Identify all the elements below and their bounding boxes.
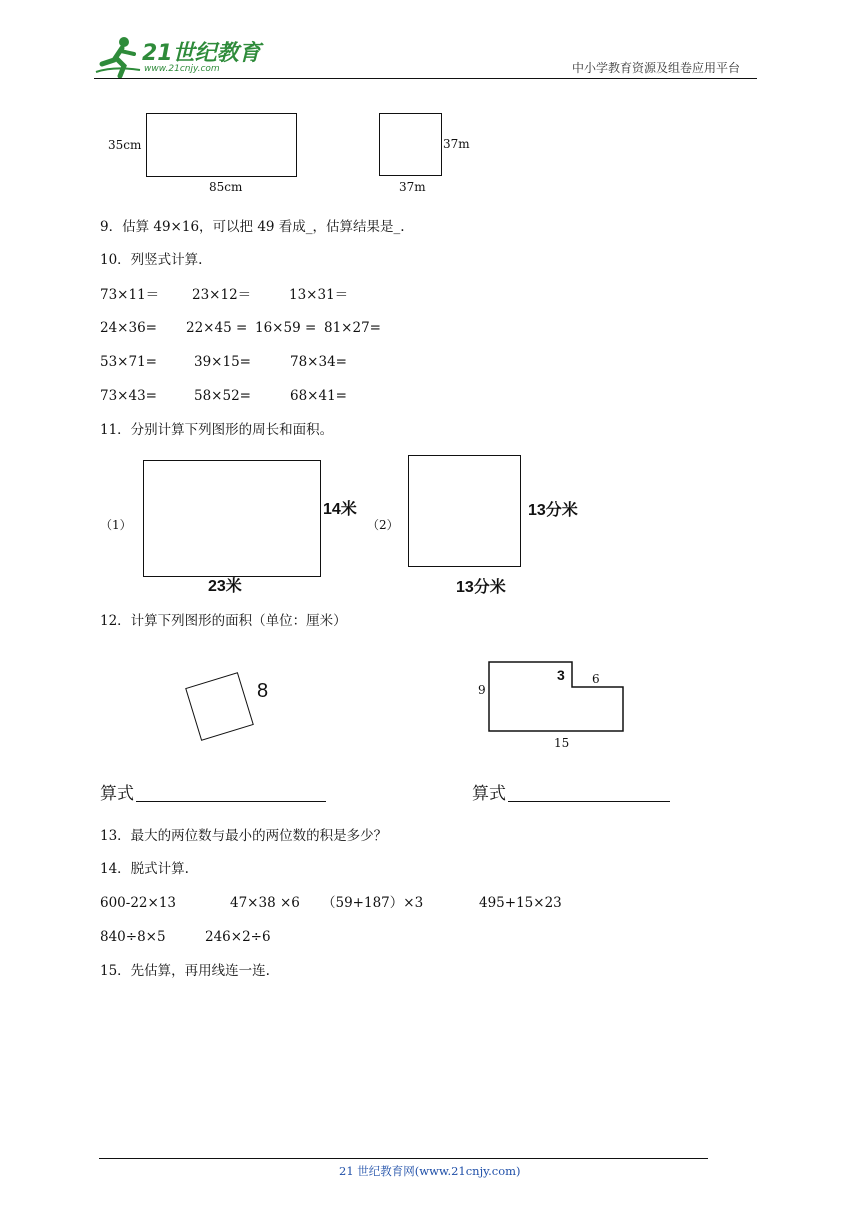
rectangle-85x35 — [146, 113, 297, 177]
q14-r1-c2: 47×38 ×6 — [230, 895, 300, 911]
rectangle-23x14 — [143, 460, 321, 577]
q10-r3-c3: 78×34= — [290, 354, 347, 370]
question-14-title: 14．脱式计算. — [100, 861, 189, 877]
question-10-title: 10．列竖式计算. — [100, 252, 203, 268]
logo-url: www.21cnjy.com — [144, 64, 220, 74]
q10-r2-c2: 22×45 = — [186, 320, 248, 336]
q10-r4-c2: 58×52= — [194, 388, 251, 404]
q11-fig2-side-right: 13分米 — [528, 502, 578, 519]
square-13dm — [408, 455, 521, 567]
q14-r2-c2: 246×2÷6 — [205, 929, 271, 945]
question-15: 15．先估算，再用线连一连. — [100, 963, 270, 979]
formula-label-1: 算式 — [100, 784, 134, 804]
footer-text: 21 世纪教育网(www.21cnjy.com) — [339, 1164, 521, 1178]
question-12-title: 12．计算下列图形的面积（单位：厘米） — [100, 613, 347, 629]
q10-r3-c2: 39×15= — [194, 354, 251, 370]
footer-rule — [99, 1158, 708, 1159]
question-9: 9．估算 49×16，可以把 49 看成_，估算结果是_. — [100, 219, 405, 235]
l-shape-bottom: 15 — [554, 736, 570, 750]
formula-label-2: 算式 — [472, 784, 506, 804]
question-13: 13．最大的两位数与最小的两位数的积是多少？ — [100, 828, 388, 844]
logo-text: 21世纪教育 — [142, 41, 261, 66]
q10-r4-c1: 73×43= — [100, 388, 157, 404]
q10-r1-c3: 13×31＝ — [289, 287, 349, 303]
q14-r1-c1: 600-22×13 — [100, 895, 176, 911]
q10-r4-c3: 68×41= — [290, 388, 347, 404]
q11-fig2-side-bottom: 13分米 — [456, 579, 506, 596]
rotated-square — [185, 672, 254, 741]
formula-line-1[interactable] — [136, 801, 326, 802]
l-shape-left: 9 — [478, 683, 486, 697]
q10-r2-c3: 16×59 = — [255, 320, 317, 336]
q14-r1-c3: （59+187）×3 — [322, 895, 424, 911]
l-shape-step: 6 — [592, 672, 600, 686]
q10-r2-c1: 24×36= — [100, 320, 157, 336]
header-rule — [94, 78, 757, 79]
rotated-square-side: 8 — [257, 680, 269, 702]
header-logo — [94, 34, 259, 80]
square-37m — [379, 113, 442, 176]
l-shape-notch: 3 — [557, 667, 565, 683]
q10-r1-c1: 73×11＝ — [100, 287, 160, 303]
q11-fig1-label: （1） — [100, 518, 132, 532]
q11-fig2-label: （2） — [367, 518, 399, 532]
question-11-title: 11．分别计算下列图形的周长和面积。 — [100, 422, 334, 438]
runner-logo-icon — [94, 36, 144, 78]
square-right-label: 37m — [443, 137, 470, 151]
q11-fig1-height: 14米 — [323, 501, 357, 518]
q14-r1-c4: 495+15×23 — [479, 895, 562, 911]
q10-r2-c4: 81×27= — [324, 320, 381, 336]
rect1-height-label: 35cm — [108, 138, 142, 152]
q14-r2-c1: 840÷8×5 — [100, 929, 166, 945]
q10-r3-c1: 53×71= — [100, 354, 157, 370]
formula-line-2[interactable] — [508, 801, 670, 802]
rect1-width-label: 85cm — [209, 180, 243, 194]
site-name: 中小学教育资源及组卷应用平台 — [572, 61, 741, 75]
q11-fig1-width: 23米 — [208, 578, 242, 595]
square-bottom-label: 37m — [399, 180, 426, 194]
q10-r1-c2: 23×12＝ — [192, 287, 252, 303]
